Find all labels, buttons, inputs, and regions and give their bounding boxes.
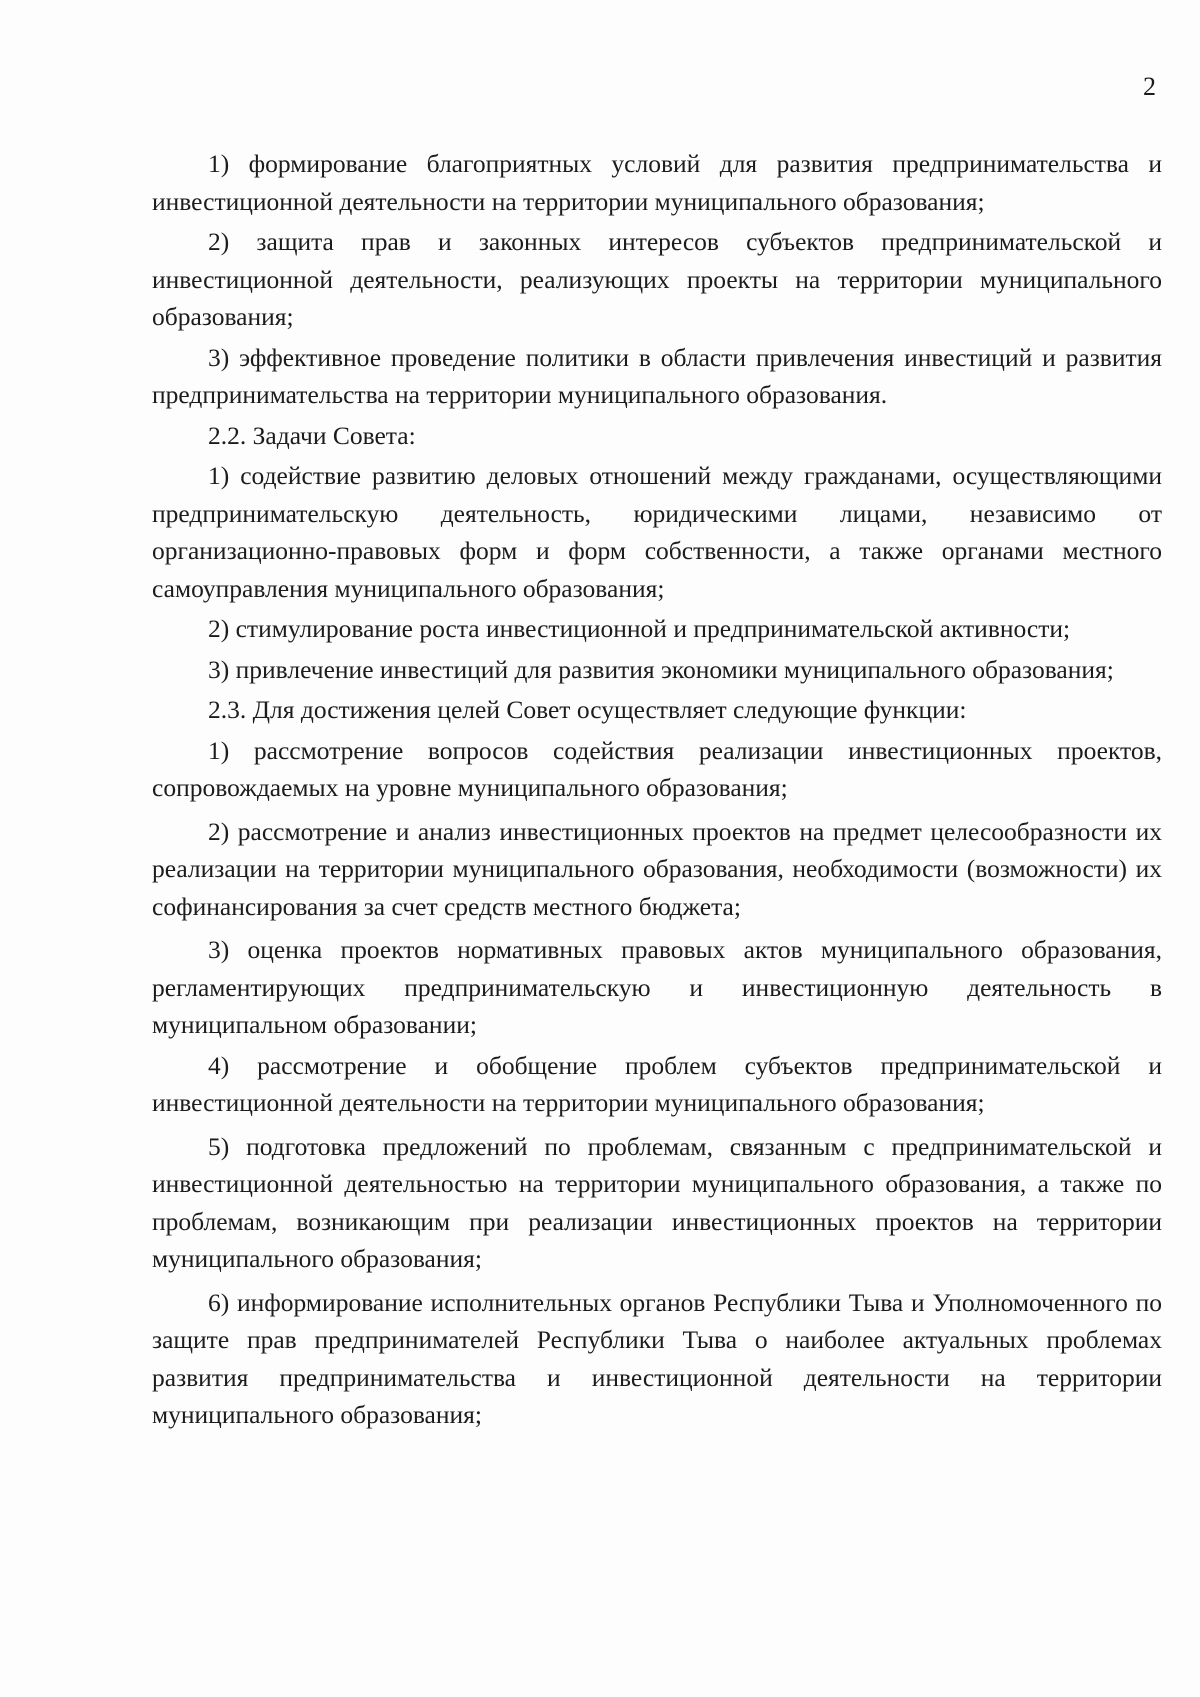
paragraph-goal-1: 1) формирование благоприятных условий для развития предпринимательства и инвестиционной деятельности на территории муниципального образования; [152,149,1162,216]
paragraph-task-2: 2) стимулирование роста инвестиционной и предпринимательской активности; [208,614,1071,643]
paragraph-function-5: 5) подготовка предложений по проблемам, связанным с предпринимательской и инвестиционной деятельностью на территории муниципального образования, а также по проблемам, возникающим при реализации инвестиционных проектов на территории муниципального образования; [152,1131,1162,1273]
paragraph-goal-3: 3) эффективное проведение политики в области привлечения инвестиций и развития предпринимательства на территории муниципального образования. [152,342,1162,409]
paragraph-task-3: 3) привлечение инвестиций для развития экономики муниципального образования; [208,654,1114,684]
paragraph-function-4: 4) рассмотрение и обобщение проблем субъектов предпринимательской и инвестиционной деятельности на территории муниципального образования; [152,1050,1162,1117]
paragraph-goal-2: 2) защита прав и законных интересов субъектов предпринимательской и инвестиционной деятельности, реализующих проекты на территории муниципального образования; [152,227,1162,331]
page-number: 2 [1143,72,1156,101]
paragraph-function-6: 6) информирование исполнительных органов Республики Тыва и Уполномоченного по защите прав предпринимателей Республики Тыва о наиболее актуальных проблемах развития предпринимательства и инвестиционной деятельности на территории муниципального образования; [152,1287,1162,1429]
paragraph-task-1: 1) содействие развитию деловых отношений между гражданами, осуществляющими предпринимательскую деятельность, юридическими лицами, независимо от организационно-правовых форм и форм собственности, а также органами местного самоуправления муниципального образования; [152,461,1162,603]
section-heading-functions: 2.3. Для достижения целей Совет осуществляет следующие функции: [208,695,967,724]
document-body [152,145,1162,1437]
paragraph-function-3: 3) оценка проектов нормативных правовых актов муниципального образования, регламентирующих предпринимательскую и инвестиционную деятельность в муниципальном образовании; [152,935,1162,1039]
paragraph-function-2: 2) рассмотрение и анализ инвестиционных проектов на предмет целесообразности их реализации на территории муниципального образования, необходимости (возможности) их софинансирования за счет средств местного бюджета; [152,816,1162,921]
paragraph-function-1: 1) рассмотрение вопросов содействия реализации инвестиционных проектов, сопровождаемых на уровне муниципального образования; [152,735,1162,802]
section-heading-tasks: 2.2. Задачи Совета: [208,420,416,450]
